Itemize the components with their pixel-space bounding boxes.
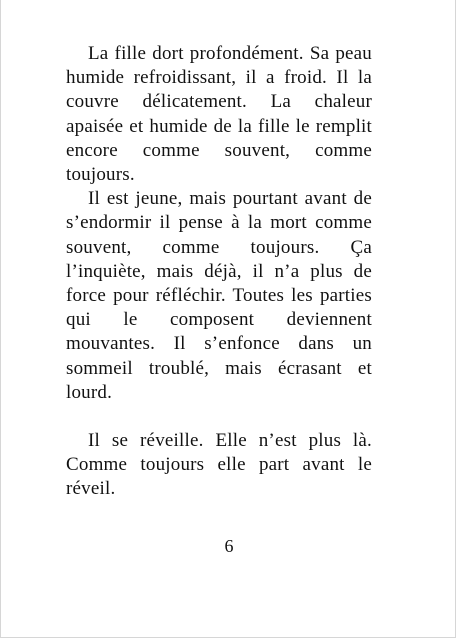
body-text [66,42,372,502]
page-number: 6 [224,536,234,556]
paragraph-spacer [66,405,372,429]
paragraph-2: Il est jeune, mais pourtant avant de s’endormir il pense à la mort comme souvent, comme toujours. Ça l’inquiète, mais déjà, il n’a plus de force pour réfléchir. Toutes les parties qui le composent deviennent mouvantes. Il s’enfonce dans un sommeil troublé, mais écrasant et lourd. [66,188,372,403]
paragraph-3: Il se réveille. Elle n’est plus là. Comme toujours elle part avant le réveil. [66,430,372,500]
paragraph-1: La fille dort profondément. Sa peau humide refroidissant, il a froid. Il la couvre délicatement. La chaleur apaisée et humide de la fille le remplit encore comme souvent, comme toujours. [66,43,372,186]
